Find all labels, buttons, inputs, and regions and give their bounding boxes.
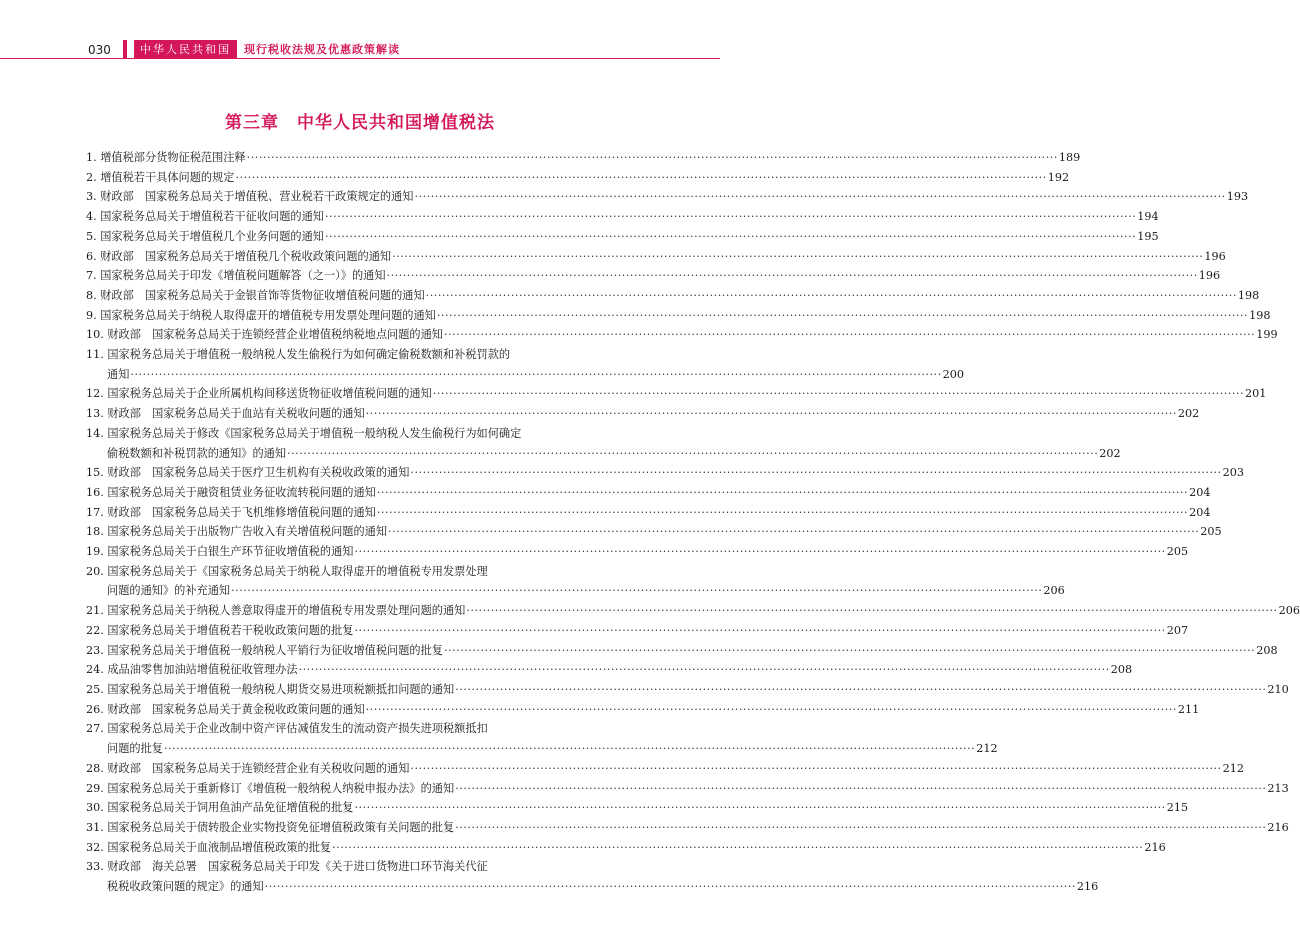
header-rule (0, 58, 720, 59)
toc-entry[interactable] (86, 562, 1065, 601)
dot-leader: ········································································································································································································ (455, 781, 1267, 795)
toc-entry-line (86, 621, 1189, 641)
book-subtitle: 现行税收法规及优惠政策解读 (244, 43, 400, 56)
toc-entry-line (86, 345, 614, 365)
dot-leader: ········································································································································································································ (287, 446, 1099, 460)
toc-page-number: 189 (1058, 151, 1081, 164)
toc-page-number: 194 (1137, 210, 1159, 224)
dot-leader: ········································································································································································································ (354, 801, 1166, 815)
toc-entry-line (86, 424, 614, 444)
dot-leader: ········································································································································································································ (246, 151, 1058, 164)
toc-entry-title: 偷税数额和补税罚款的通知》的通知 (107, 446, 287, 460)
dot-leader: ········································································································································································································ (354, 623, 1166, 637)
toc-page-number: 212 (976, 742, 998, 756)
toc-entry-line (86, 384, 1267, 404)
toc-entry-title: 7. 国家税务总局关于印发《增值税问题解答（之一）》的通知 (86, 269, 386, 283)
toc-entry-line (86, 660, 1133, 680)
toc-entry-line (86, 798, 1189, 818)
toc-entry[interactable] (86, 641, 1278, 661)
toc-page-number: 195 (1137, 229, 1159, 243)
dot-leader: ········································································································································································································ (365, 702, 1177, 716)
dot-leader: ········································································································································································································ (436, 308, 1249, 322)
toc-entry-line (86, 325, 1278, 345)
toc-page-number: 201 (1245, 387, 1267, 401)
toc-entry-title: 33. 财政部 海关总署 国家税务总局关于印发《关于进口货物进口环节海关代征 (86, 860, 488, 874)
toc-entry-title: 2. 增值税若干具体问题的规定 (86, 170, 235, 184)
toc-entry-title: 21. 国家税务总局关于纳税人善意取得虚开的增值税专用发票处理问题的通知 (86, 604, 466, 618)
toc-page-number: 216 (1267, 820, 1289, 834)
toc-entry-title: 问题的通知》的补充通知 (107, 584, 231, 598)
toc-page-number: 211 (1177, 702, 1200, 716)
toc-entry-title: 12. 国家税务总局关于企业所属机构间移送货物征收增值税问题的通知 (86, 387, 432, 401)
toc-entry-line (86, 266, 1221, 286)
toc-entry[interactable] (86, 719, 998, 758)
toc-entry[interactable] (86, 759, 1245, 779)
toc-entry-title: 1. 增值税部分货物征税范围注释 (86, 151, 246, 164)
toc-entry-title: 14. 国家税务总局关于修改《国家税务总局关于增值税一般纳税人发生偷税行为如何确定 (86, 426, 522, 440)
toc-page-number: 198 (1237, 288, 1260, 302)
toc-entry-line (86, 779, 1289, 799)
dot-leader: ········································································································································································································ (354, 545, 1166, 559)
toc-entry[interactable] (86, 345, 964, 384)
toc-entry-line (86, 483, 1211, 503)
dot-leader: ········································································································································································································ (388, 525, 1200, 539)
toc-entry[interactable] (86, 463, 1245, 483)
dot-leader: ········································································································································································································ (163, 742, 976, 756)
toc-entry-line (86, 581, 1065, 601)
toc-entry-line (86, 365, 964, 385)
toc-entry[interactable] (86, 700, 1200, 720)
header-accent-bar (123, 40, 127, 59)
toc-entry-title: 9. 国家税务总局关于纳税人取得虚开的增值税专用发票处理问题的通知 (86, 308, 436, 322)
toc-page-number: 206 (1278, 604, 1300, 618)
book-title: 中华人民共和国 (134, 40, 237, 59)
toc-entry[interactable] (86, 483, 1211, 503)
toc-entry-title: 6. 财政部 国家税务总局关于增值税几个税收政策问题的通知 (86, 249, 392, 263)
dot-leader: ········································································································································································································ (455, 820, 1267, 834)
toc-entry-line (86, 562, 614, 582)
toc-entry[interactable] (86, 522, 1222, 542)
toc-entry-line (86, 719, 614, 739)
toc-entry-title: 28. 财政部 国家税务总局关于连锁经营企业有关税收问题的通知 (86, 761, 410, 775)
toc-entry-title: 10. 财政部 国家税务总局关于连锁经营企业增值税纳税地点问题的通知 (86, 328, 443, 342)
toc-entry-title: 税税收政策问题的规定》的通知 (107, 880, 264, 894)
toc-page-number: 202 (1177, 407, 1200, 421)
toc-entry-line (86, 838, 1166, 858)
toc-page-number: 200 (942, 367, 964, 381)
toc-entry[interactable] (86, 542, 1189, 562)
dot-leader: ········································································································································································································ (332, 840, 1144, 854)
toc-page-number: 192 (1047, 170, 1070, 184)
toc-page-number: 208 (1110, 663, 1133, 677)
page-number: 030 (88, 43, 111, 57)
dot-leader: ········································································································································································································ (235, 170, 1047, 184)
toc-entry[interactable] (86, 818, 1289, 838)
dot-leader: ········································································································································································································ (298, 663, 1110, 677)
toc-entry-line (86, 700, 1200, 720)
toc-entry[interactable] (86, 404, 1200, 424)
toc-page-number: 210 (1267, 682, 1289, 696)
toc-entry[interactable] (86, 187, 1249, 207)
toc-entry[interactable] (86, 227, 1159, 247)
toc-page-number: 205 (1166, 545, 1189, 559)
toc-page-number: 205 (1200, 525, 1222, 539)
toc-entry[interactable] (86, 207, 1159, 227)
toc-entry-title: 15. 财政部 国家税务总局关于医疗卫生机构有关税收政策的通知 (86, 466, 410, 480)
toc-entry-line (86, 542, 1189, 562)
dot-leader: ········································································································································································································ (386, 269, 1198, 283)
toc-entry[interactable] (86, 680, 1289, 700)
toc-entry-title: 27. 国家税务总局关于企业改制中资产评估减值发生的流动资产损失进项税额抵扣 (86, 722, 488, 736)
toc-entry[interactable] (86, 838, 1166, 858)
toc-entry-title: 23. 国家税务总局关于增值税一般纳税人平销行为征收增值税问题的批复 (86, 643, 443, 657)
toc-entry-line (86, 857, 614, 877)
toc-entry[interactable] (86, 286, 1260, 306)
dot-leader: ········································································································································································································ (365, 407, 1177, 421)
toc-entry-line (86, 503, 1211, 523)
toc-entry-title: 4. 国家税务总局关于增值税若干征收问题的通知 (86, 210, 324, 224)
toc-entry-line (86, 404, 1200, 424)
dot-leader: ········································································································································································································ (414, 190, 1226, 204)
toc-entry-line (86, 522, 1222, 542)
toc-entry[interactable] (86, 247, 1226, 267)
toc-entry[interactable] (86, 384, 1267, 404)
toc-entry-title: 25. 国家税务总局关于增值税一般纳税人期货交易进项税额抵扣问题的通知 (86, 682, 455, 696)
dot-leader: ········································································································································································································ (455, 682, 1267, 696)
toc-entry-line (86, 759, 1245, 779)
toc-entry-title: 13. 财政部 国家税务总局关于血站有关税收问题的通知 (86, 407, 365, 421)
toc-entry-title: 32. 国家税务总局关于血液制品增值税政策的批复 (86, 840, 332, 854)
toc-entry-line (86, 818, 1289, 838)
toc-entry-title: 3. 财政部 国家税务总局关于增值税、营业税若干政策规定的通知 (86, 190, 414, 204)
dot-leader: ········································································································································································································ (324, 210, 1137, 224)
toc-page-number: 202 (1099, 446, 1121, 460)
toc-entry-line (86, 601, 1300, 621)
toc-entry-line (86, 877, 1099, 897)
table-of-contents (86, 148, 1300, 897)
dot-leader: ········································································································································································································ (443, 643, 1256, 657)
toc-entry-title: 5. 国家税务总局关于增值税几个业务问题的通知 (86, 229, 324, 243)
chapter-title: 第三章 中华人民共和国增值税法 (225, 113, 495, 133)
toc-entry-line (86, 306, 1271, 326)
toc-page-number: 196 (1204, 249, 1226, 263)
toc-page-number: 199 (1256, 328, 1278, 342)
toc-page-number: 203 (1222, 466, 1245, 480)
toc-entry-title: 17. 财政部 国家税务总局关于飞机维修增值税问题的通知 (86, 505, 376, 519)
toc-entry-line (86, 286, 1260, 306)
toc-entry-line (86, 207, 1159, 227)
toc-entry-title: 22. 国家税务总局关于增值税若干税收政策问题的批复 (86, 623, 354, 637)
dot-leader: ········································································································································································································ (410, 761, 1222, 775)
toc-page-number: 208 (1256, 643, 1278, 657)
toc-page-number: 206 (1043, 584, 1065, 598)
toc-entry-line (86, 641, 1278, 661)
toc-entry[interactable] (86, 798, 1189, 818)
page-header (0, 0, 720, 64)
toc-entry-title: 16. 国家税务总局关于融资租赁业务征收流转税问题的通知 (86, 485, 376, 499)
toc-entry-title: 31. 国家税务总局关于债转股企业实物投资免征增值税政策有关问题的批复 (86, 820, 455, 834)
toc-page-number: 212 (1222, 761, 1245, 775)
toc-entry[interactable] (86, 306, 1271, 326)
toc-entry-title: 26. 财政部 国家税务总局关于黄金税收政策问题的通知 (86, 702, 365, 716)
dot-leader: ········································································································································································································ (324, 229, 1137, 243)
toc-page-number: 204 (1189, 505, 1211, 519)
toc-entry-title: 20. 国家税务总局关于《国家税务总局关于纳税人取得虚开的增值税专用发票处理 (86, 564, 488, 578)
toc-entry[interactable] (86, 857, 1099, 896)
toc-entry-title: 24. 成品油零售加油站增值税征收管理办法 (86, 663, 298, 677)
toc-entry[interactable] (86, 148, 1081, 168)
toc-entry[interactable] (86, 424, 1121, 463)
toc-page-number: 204 (1189, 485, 1211, 499)
toc-entry-line (86, 187, 1249, 207)
toc-entry-line (86, 247, 1226, 267)
toc-entry-line (86, 227, 1159, 247)
dot-leader: ········································································································································································································ (392, 249, 1204, 263)
dot-leader: ········································································································································································································ (432, 387, 1245, 401)
toc-entry[interactable] (86, 168, 1070, 188)
toc-entry-line (86, 444, 1121, 464)
toc-entry-title: 19. 国家税务总局关于白银生产环节征收增值税的通知 (86, 545, 354, 559)
toc-entry[interactable] (86, 779, 1289, 799)
toc-page-number: 198 (1249, 308, 1271, 322)
dot-leader: ········································································································································································································ (466, 604, 1278, 618)
toc-entry[interactable] (86, 503, 1211, 523)
dot-leader: ········································································································································································································ (425, 288, 1237, 302)
dot-leader: ········································································································································································································ (264, 880, 1076, 894)
toc-entry-line (86, 168, 1070, 188)
toc-entry-title: 8. 财政部 国家税务总局关于金银首饰等货物征收增值税问题的通知 (86, 288, 425, 302)
toc-page-number: 193 (1226, 190, 1249, 204)
toc-entry[interactable] (86, 325, 1278, 345)
toc-entry[interactable] (86, 660, 1133, 680)
toc-entry-line (86, 739, 998, 759)
toc-entry[interactable] (86, 266, 1221, 286)
dot-leader: ········································································································································································································ (130, 367, 942, 381)
toc-entry-title: 11. 国家税务总局关于增值税一般纳税人发生偷税行为如何确定偷税数额和补税罚款的 (86, 348, 511, 362)
dot-leader: ········································································································································································································ (376, 505, 1189, 519)
toc-entry-title: 29. 国家税务总局关于重新修订《增值税一般纳税人纳税申报办法》的通知 (86, 781, 455, 795)
toc-page-number: 216 (1076, 880, 1099, 894)
dot-leader: ········································································································································································································ (410, 466, 1222, 480)
toc-entry-title: 18. 国家税务总局关于出版物广告收入有关增值税问题的通知 (86, 525, 388, 539)
toc-page-number: 196 (1198, 269, 1221, 283)
toc-entry-title: 通知 (107, 367, 130, 381)
toc-entry[interactable] (86, 601, 1300, 621)
toc-entry-line (86, 680, 1289, 700)
dot-leader: ········································································································································································································ (443, 328, 1256, 342)
toc-entry-title: 问题的批复 (107, 742, 163, 756)
dot-leader: ········································································································································································································ (231, 584, 1043, 598)
toc-entry[interactable] (86, 621, 1189, 641)
toc-page-number: 207 (1166, 623, 1189, 637)
toc-entry-line (86, 463, 1245, 483)
toc-entry-line (86, 148, 1081, 168)
toc-page-number: 216 (1144, 840, 1166, 854)
dot-leader: ········································································································································································································ (376, 485, 1189, 499)
toc-page-number: 215 (1166, 801, 1189, 815)
toc-entry-title: 30. 国家税务总局关于饲用鱼油产品免征增值税的批复 (86, 801, 354, 815)
toc-page-number: 213 (1267, 781, 1289, 795)
